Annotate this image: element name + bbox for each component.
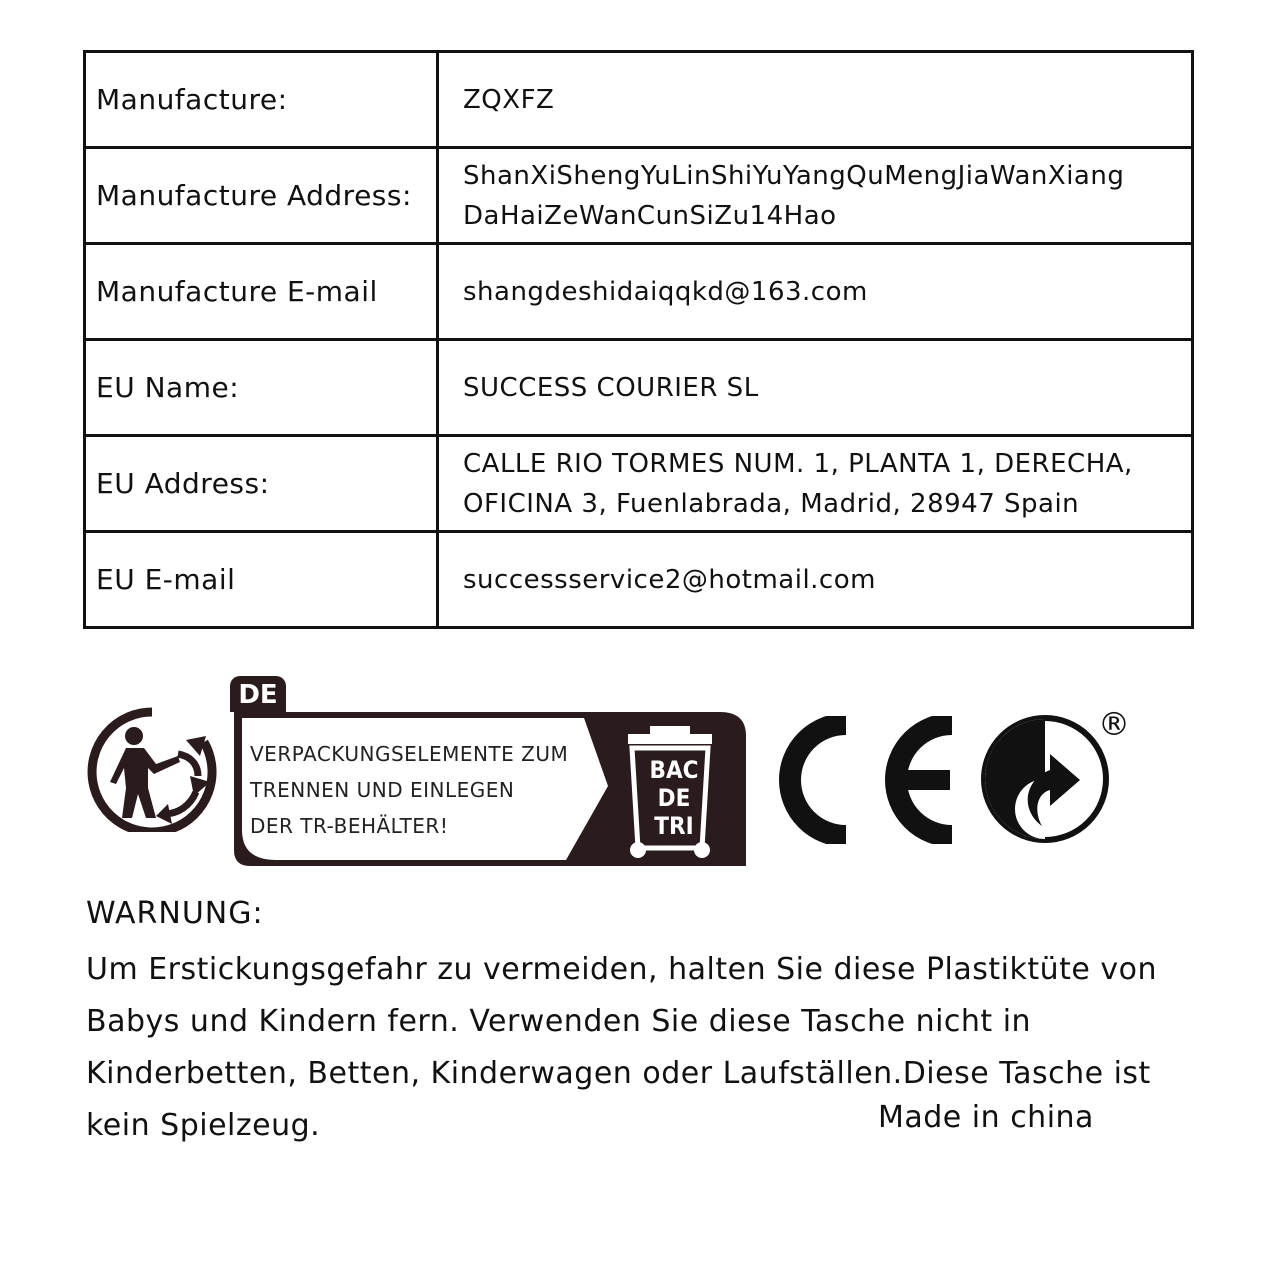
compliance-info-table bbox=[83, 50, 1194, 629]
country-tag: DE bbox=[230, 676, 286, 712]
registered-mark: ® bbox=[1098, 705, 1130, 743]
eu-name-label: EU Name: bbox=[85, 340, 438, 436]
table-row bbox=[85, 340, 1193, 436]
triman-line: DER TR-BEHÄLTER! bbox=[250, 814, 449, 838]
manufacture-address-label: Manufacture Address: bbox=[85, 148, 438, 244]
triman-line: TRENNEN UND EINLEGEN bbox=[250, 778, 515, 802]
triman-instruction-text bbox=[250, 736, 568, 844]
manufacture-address-value: ShanXiShengYuLinShiYuYangQuMengJiaWanXiang DaHaiZeWanCunSiZu14Hao bbox=[438, 148, 1193, 244]
table-row bbox=[85, 436, 1193, 532]
bin-label bbox=[644, 756, 704, 840]
bin-label-line: TRI bbox=[654, 812, 694, 840]
table-row bbox=[85, 148, 1193, 244]
origin-label: Made in china bbox=[878, 1100, 1094, 1135]
eu-address-value: CALLE RIO TORMES NUM. 1, PLANTA 1, DERECHA, OFICINA 3, Fuenlabrada, Madrid, 28947 Spain bbox=[438, 436, 1193, 532]
eu-email-label: EU E-mail bbox=[85, 532, 438, 628]
manufacture-value: ZQXFZ bbox=[438, 52, 1193, 148]
manufacture-label: Manufacture: bbox=[85, 52, 438, 148]
manufacture-email-value: shangdeshidaiqqkd@163.com bbox=[438, 244, 1193, 340]
green-dot-icon bbox=[980, 714, 1110, 844]
warning-title: WARNUNG: bbox=[86, 896, 264, 931]
eu-address-label: EU Address: bbox=[85, 436, 438, 532]
table-row bbox=[85, 244, 1193, 340]
bin-label-line: BAC bbox=[649, 756, 699, 784]
triman-line: VERPACKUNGSELEMENTE ZUM bbox=[250, 742, 569, 766]
bin-label-line: DE bbox=[657, 784, 691, 812]
eu-email-value: successservice2@hotmail.com bbox=[438, 532, 1193, 628]
triman-info-banner bbox=[230, 676, 750, 872]
table-row bbox=[85, 52, 1193, 148]
triman-recycle-icon bbox=[86, 706, 218, 832]
warning-body: Um Erstickungsgefahr zu vermeiden, halten Sie diese Plastiktüte von Babys und Kindern fern. Verwenden Sie diese Tasche nicht in Kinderbetten, Betten, Kinderwagen oder Laufställen.Diese Tasche ist kein Spielzeug. bbox=[86, 952, 1158, 1143]
table-row bbox=[85, 532, 1193, 628]
manufacture-email-label: Manufacture E-mail bbox=[85, 244, 438, 340]
ce-mark-icon bbox=[776, 716, 956, 844]
eu-name-value: SUCCESS COURIER SL bbox=[438, 340, 1193, 436]
